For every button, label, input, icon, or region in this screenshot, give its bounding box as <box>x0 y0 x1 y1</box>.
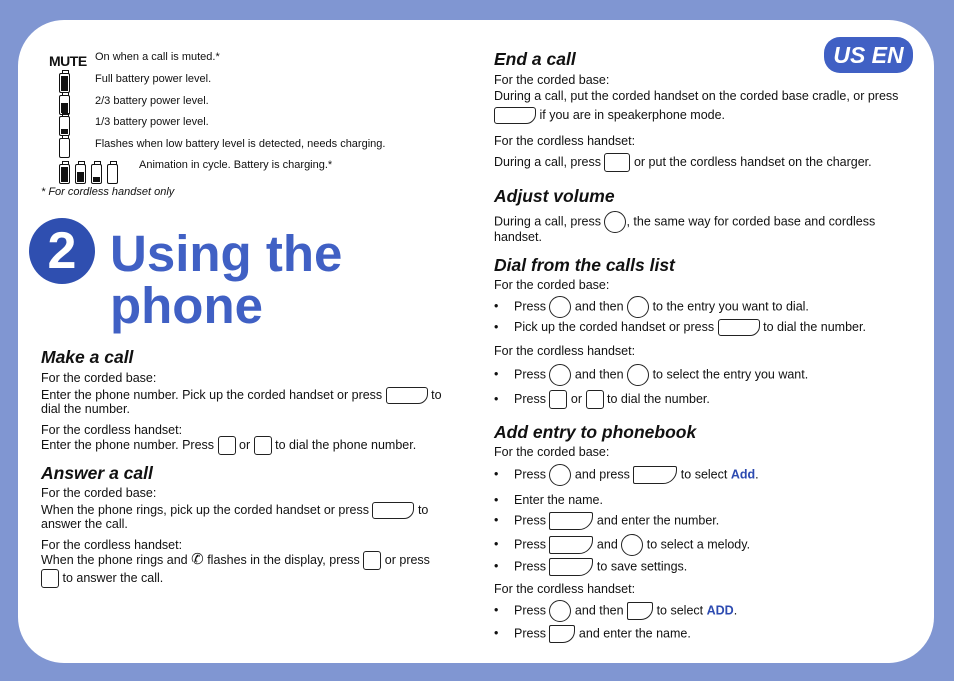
phonebook-cordless-step1: • Press and then to select ADD. <box>494 600 737 622</box>
answer-call-corded-line: When the phone rings, pick up the corded handset or press to <box>41 502 428 519</box>
soft-key-icon <box>549 558 593 576</box>
legend-battery-full-text: Full battery power level. <box>95 73 212 85</box>
end-call-cordless-line: During a call, press or put the cordless handset on the charger. <box>494 153 872 172</box>
chapter-title-line1: Using the <box>110 225 343 282</box>
end-back-key-icon <box>604 153 630 172</box>
make-call-corded-line: Enter the phone number. Pick up the corded handset or press to <box>41 387 442 404</box>
soft-key-icon <box>549 512 593 530</box>
adjust-volume-heading: Adjust volume <box>494 186 615 206</box>
dial-list-corded-step1: • Press and then to the entry you want to dial. <box>494 296 809 318</box>
end-call-corded-label: For the corded base: <box>494 73 610 87</box>
answer-call-heading: Answer a call <box>41 463 153 483</box>
battery-full-icon <box>59 73 70 93</box>
speaker-key-icon <box>386 387 428 404</box>
talk-flash-key-icon <box>363 551 381 570</box>
speaker-key-icon <box>41 569 59 588</box>
answer-call-cordless-line2: to answer the call. <box>41 569 163 588</box>
chapter-title-line2: phone <box>110 277 263 334</box>
speaker-key-icon <box>494 107 536 124</box>
adjust-volume-line: During a call, press , the same way for corded base and cordless <box>494 211 875 233</box>
make-call-heading: Make a call <box>41 347 134 367</box>
navigation-key-icon <box>621 534 643 556</box>
menu-soft-key-icon <box>549 625 575 643</box>
answer-call-cordless-label: For the cordless handset: <box>41 538 183 552</box>
phonebook-corded-step3: • Press and enter the number. <box>494 512 719 530</box>
volume-navigation-key-icon <box>604 211 626 233</box>
dial-list-heading: Dial from the calls list <box>494 255 675 275</box>
end-call-cordless-label: For the cordless handset: <box>494 134 636 148</box>
legend-battery-two-thirds-text: 2/3 battery power level. <box>95 95 209 107</box>
legend-battery-one-third-text: 1/3 battery power level. <box>95 116 209 128</box>
battery-one-third-icon <box>59 116 70 136</box>
phonebook-corded-step5: • Press to save settings. <box>494 558 687 576</box>
speaker-key-icon <box>254 436 272 455</box>
end-call-corded-line: During a call, put the corded handset on the corded base cradle, or press <box>494 89 899 103</box>
dial-list-corded-label: For the corded base: <box>494 278 610 292</box>
make-call-cordless-label: For the cordless handset: <box>41 423 183 437</box>
chapter-number-badge: 2 <box>29 218 95 284</box>
dial-list-cordless-step2: • Press or to dial the number. <box>494 390 710 409</box>
phonebook-cordless-label: For the cordless handset: <box>494 582 636 596</box>
navigation-key-icon <box>627 296 649 318</box>
make-call-corded-label: For the corded base: <box>41 371 157 385</box>
navigation-key-icon <box>627 364 649 386</box>
phonebook-corded-label: For the corded base: <box>494 445 610 459</box>
answer-call-cordless-line: When the phone rings and ✆ flashes in the display, press or press <box>41 551 430 570</box>
calls-list-key-icon <box>549 364 571 386</box>
legend-mute-text: On when a call is muted.* <box>95 51 220 63</box>
speaker-key-icon <box>718 319 760 336</box>
phonebook-cordless-step2: • Press and enter the name. <box>494 625 691 643</box>
phonebook-key-icon <box>549 464 571 486</box>
phonebook-key-icon <box>549 600 571 622</box>
end-call-corded-line2: if you are in speakerphone mode. <box>494 107 725 124</box>
answer-call-corded-line2: answer the call. <box>41 517 128 531</box>
talk-flash-key-icon <box>549 390 567 409</box>
phonebook-corded-step2: • Enter the name. <box>494 493 603 507</box>
phonebook-corded-step4: • Press and to select a melody. <box>494 534 750 556</box>
phone-handset-icon: ✆ <box>191 550 204 568</box>
talk-flash-key-icon <box>218 436 236 455</box>
end-call-heading: End a call <box>494 49 576 69</box>
speaker-key-icon <box>586 390 604 409</box>
speaker-key-icon <box>372 502 414 519</box>
dial-list-corded-step2: • Pick up the corded handset or press to dial the number. <box>494 319 866 336</box>
battery-empty-icon <box>59 138 70 158</box>
soft-key-icon <box>549 536 593 554</box>
battery-charging-animation-icon <box>59 162 129 184</box>
menu-soft-key-icon <box>627 602 653 620</box>
footnote: * For cordless handset only <box>41 186 175 198</box>
dial-list-cordless-step1: • Press and then to select the entry you want. <box>494 364 808 386</box>
dial-list-cordless-label: For the cordless handset: <box>494 344 636 358</box>
phonebook-heading: Add entry to phonebook <box>494 422 697 442</box>
make-call-corded-line2: dial the number. <box>41 402 130 416</box>
make-call-cordless-line: Enter the phone number. Press or to dial the phone number. <box>41 436 416 455</box>
adjust-volume-line2: handset. <box>494 230 542 244</box>
legend-battery-low-text: Flashes when low battery level is detected, needs charging. <box>95 138 386 150</box>
legend-charging-text: Animation in cycle. Battery is charging.* <box>139 159 333 171</box>
mute-indicator-icon: MUTE <box>49 53 87 69</box>
answer-call-corded-label: For the corded base: <box>41 486 157 500</box>
soft-key-icon <box>633 466 677 484</box>
calls-list-key-icon <box>549 296 571 318</box>
manual-page <box>18 20 934 663</box>
battery-two-thirds-icon <box>59 95 70 115</box>
language-badge: US EN <box>824 37 913 73</box>
phonebook-corded-step1: • Press and press to select Add. <box>494 464 759 486</box>
